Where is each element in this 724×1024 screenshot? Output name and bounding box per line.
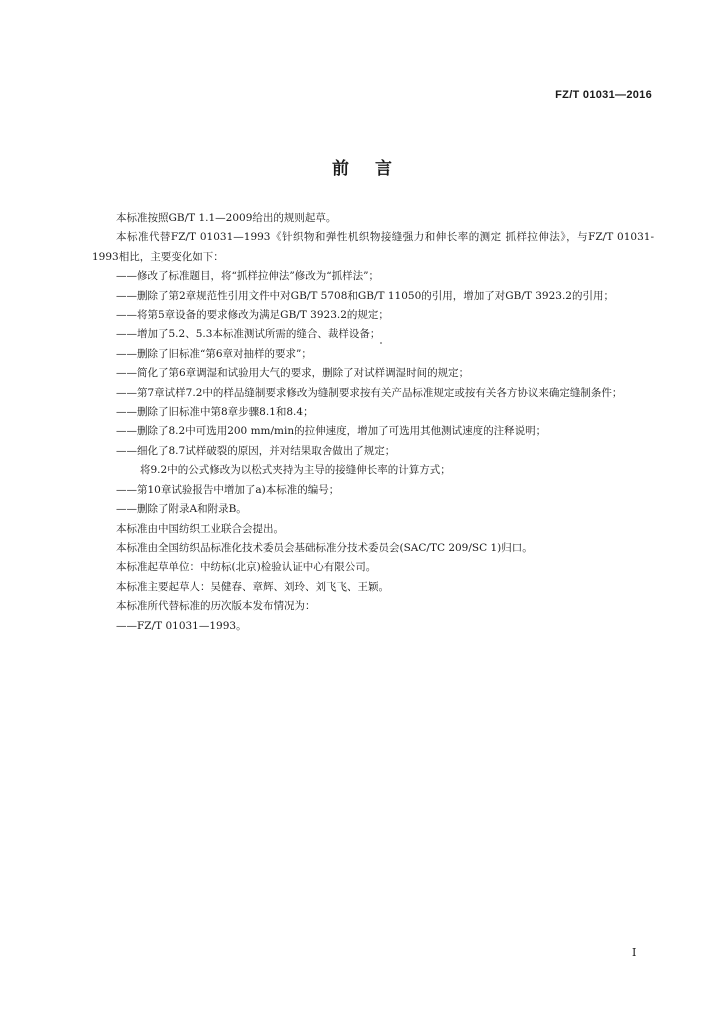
change-item: ——简化了第6章调湿和试验用大气的要求，删除了对试样调湿时间的规定； [116, 367, 470, 380]
change-item: ——删除了8.2中可选用200 mm/min的拉伸速度，增加了可选用其他测试速度的注释说明； [116, 425, 547, 438]
drafting-rule-paragraph: 本标准按照GB/T 1.1—2009给出的规则起草。 [116, 212, 337, 224]
change-item: ——修改了标准题目，将“抓样拉伸法”修改为“抓样法”； [116, 270, 379, 283]
drafters-paragraph: 本标准主要起草人：吴健春、章辉、刘玲、刘飞飞、王颖。 [116, 580, 389, 593]
change-item: ——将第5章设备的要求修改为满足GB/T 3923.2的规定； [116, 309, 389, 322]
committee-paragraph: 本标准由全国纺织品标准化技术委员会基础标准分技术委员会(SAC/TC 209/SC 1)归口。 [116, 541, 533, 554]
change-item: ——删除了附录A和附录B。 [116, 503, 247, 516]
page-number: I [632, 946, 637, 959]
change-item: ——第7章试样7.2中的样品缝制要求修改为缝制要求按有关产品标准规定或按有关各方协议来确定缝制条件； [116, 386, 623, 399]
change-item: ——删除了第2章规范性引用文件中对GB/T 5708和GB/T 11050的引用，增加了对GB/T 3923.2的引用； [116, 289, 614, 302]
page-title: 前言 [332, 159, 418, 179]
foreword-body [92, 209, 654, 636]
change-item: ——删除了旧标准中第8章步骤8.1和8.4； [116, 406, 314, 419]
change-item: ——增加了5.2、5.3本标准测试所需的缝合、裁样设备； [116, 328, 381, 341]
scan-dot [380, 342, 382, 344]
standard-code: FZ/T 01031—2016 [555, 89, 652, 101]
change-item: ——第10章试验报告中增加了a)本标准的编号； [116, 483, 340, 496]
replacement-paragraph: 本标准代替FZ/T 01031—1993《针织物和弹性机织物接缝强力和伸长率的测定 抓样拉伸法》，与FZ/T 01031-1993相比，主要变化如下： [92, 231, 654, 263]
change-item: 将9.2中的公式修改为以松式夹持为主导的接缝伸长率的计算方式； [140, 464, 451, 477]
change-item: ——细化了8.7试样破裂的原因，并对结果取舍做出了规定； [116, 444, 396, 457]
drafting-unit-paragraph: 本标准起草单位：中纺标(北京)检验认证中心有限公司。 [116, 561, 377, 574]
proposer-paragraph: 本标准由中国纺织工业联合会提出。 [116, 522, 284, 535]
change-item: ——删除了旧标准“第6章对抽样的要求”； [116, 347, 312, 360]
history-item: ——FZ/T 01031—1993。 [116, 619, 247, 632]
history-intro-paragraph: 本标准所代替标准的历次版本发布情况为： [116, 600, 316, 613]
